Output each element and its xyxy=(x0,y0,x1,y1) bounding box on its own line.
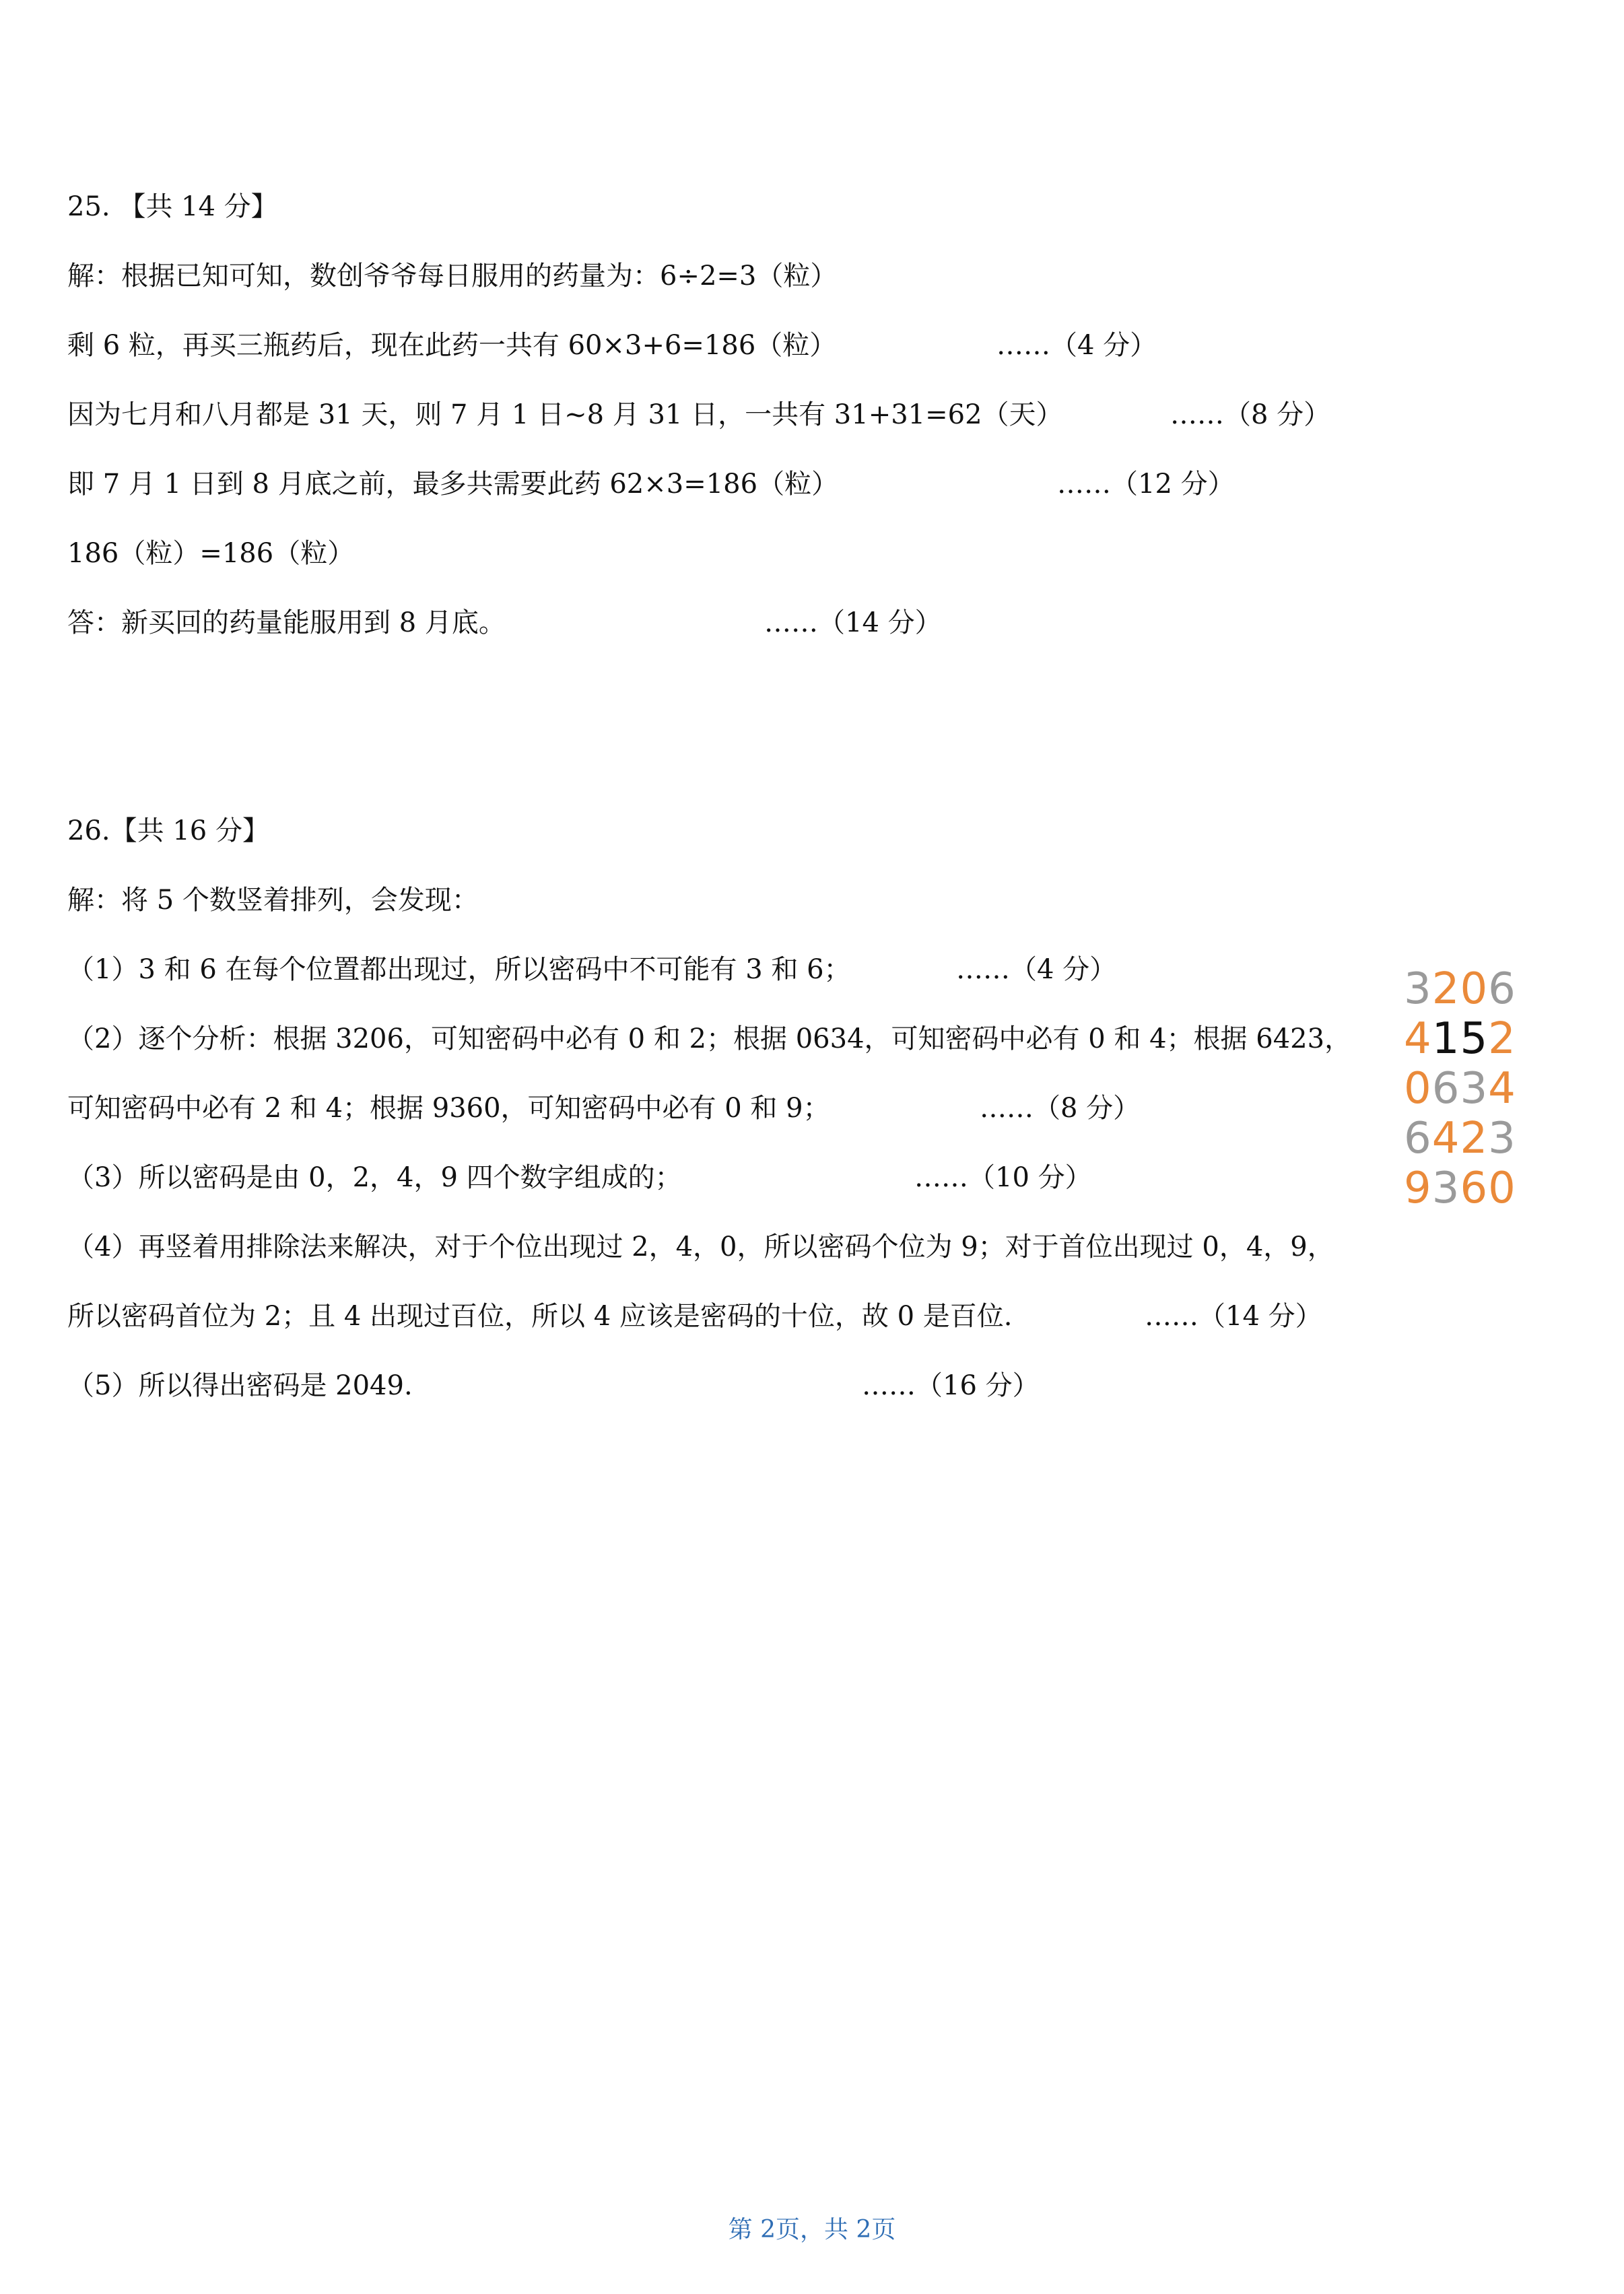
grid-digit: 9 xyxy=(1404,1163,1432,1213)
grid-digit: 4 xyxy=(1488,1064,1516,1114)
q26-line-1: 解：将 5 个数竖着排列，会发现： xyxy=(67,885,479,916)
q25-line-1: 解：根据已知可知，数创爷爷每日服用的药量为：6÷2=3（粒） xyxy=(67,261,838,292)
grid-digit: 0 xyxy=(1460,964,1489,1014)
q26-heading: 26.【共 16 分】 xyxy=(67,815,269,846)
q26-line-2: （1）3 和 6 在每个位置都出现过，所以密码中不可能有 3 和 6； xyxy=(67,954,851,985)
page-footer: 第 2页，共 2页 xyxy=(728,2216,896,2244)
q25-heading: 25. 【共 14 分】 xyxy=(67,191,278,222)
grid-row-3 xyxy=(1404,1064,1516,1114)
grid-digit: 3 xyxy=(1404,964,1432,1014)
q26-line-3: （2）逐个分析：根据 3206，可知密码中必有 0 和 2；根据 0634，可知密码中必有 0 和 4；根据 6423， xyxy=(67,1023,1352,1054)
grid-digit: 6 xyxy=(1488,964,1516,1014)
grid-digit: 3 xyxy=(1460,1064,1489,1114)
q25-points-1: ……（4 分） xyxy=(996,330,1157,361)
grid-digit: 4 xyxy=(1431,1114,1460,1163)
grid-digit: 2 xyxy=(1460,1114,1489,1163)
q26-line-6: （4）再竖着用排除法来解决，对于个位出现过 2，4，0，所以密码个位为 9；对于首位出现过 0，4，9， xyxy=(67,1232,1334,1262)
q26-points-1: ……（4 分） xyxy=(956,954,1117,985)
grid-digit: 6 xyxy=(1460,1163,1489,1213)
q25-line-4: 即 7 月 1 日到 8 月底之前，最多共需要此药 62×3=186（粒） xyxy=(67,469,839,500)
grid-digit: 0 xyxy=(1488,1163,1516,1213)
grid-row-1 xyxy=(1404,964,1516,1014)
q26-points-3: ……（10 分） xyxy=(914,1162,1092,1193)
grid-digit: 6 xyxy=(1431,1064,1460,1114)
q26-line-8: （5）所以得出密码是 2049. xyxy=(67,1370,413,1401)
q25-line-6: 答：新买回的药量能服用到 8 月底。 xyxy=(67,607,506,638)
q25-line-3: 因为七月和八月都是 31 天，则 7 月 1 日~8 月 31 日，一共有 31+31=62（天） xyxy=(67,399,1063,430)
grid-digit: 3 xyxy=(1431,1163,1460,1213)
grid-row-4 xyxy=(1404,1114,1516,1163)
grid-row-2 xyxy=(1404,1014,1516,1064)
q25-points-3: ……（12 分） xyxy=(1057,469,1235,500)
q26-line-4: 可知密码中必有 2 和 4；根据 9360，可知密码中必有 0 和 9； xyxy=(67,1093,830,1124)
grid-digit: 6 xyxy=(1404,1114,1432,1163)
grid-digit: 2 xyxy=(1488,1014,1516,1064)
grid-digit: 3 xyxy=(1488,1114,1516,1163)
q26-line-7: 所以密码首位为 2；且 4 出现过百位，所以 4 应该是密码的十位，故 0 是百位. xyxy=(67,1301,1013,1332)
q25-line-2: 剩 6 粒，再买三瓶药后，现在此药一共有 60×3+6=186（粒） xyxy=(67,330,837,361)
q25-line-5: 186（粒）=186（粒） xyxy=(67,538,355,569)
number-grid-figure xyxy=(1404,964,1516,1213)
grid-digit: 0 xyxy=(1404,1064,1432,1114)
grid-digit: 2 xyxy=(1431,964,1460,1014)
q26-line-5: （3）所以密码是由 0，2，4，9 四个数字组成的； xyxy=(67,1162,682,1193)
q26-points-5: ……（16 分） xyxy=(862,1370,1040,1401)
grid-row-5 xyxy=(1404,1163,1516,1213)
q26-points-4: ……（14 分） xyxy=(1145,1301,1322,1332)
grid-digit: 1 xyxy=(1431,1014,1460,1064)
q25-points-2: ……（8 分） xyxy=(1170,399,1331,430)
q26-points-2: ……（8 分） xyxy=(980,1093,1141,1124)
q25-points-4: ……（14 分） xyxy=(764,607,942,638)
grid-digit: 5 xyxy=(1460,1014,1489,1064)
grid-digit: 4 xyxy=(1404,1014,1432,1064)
